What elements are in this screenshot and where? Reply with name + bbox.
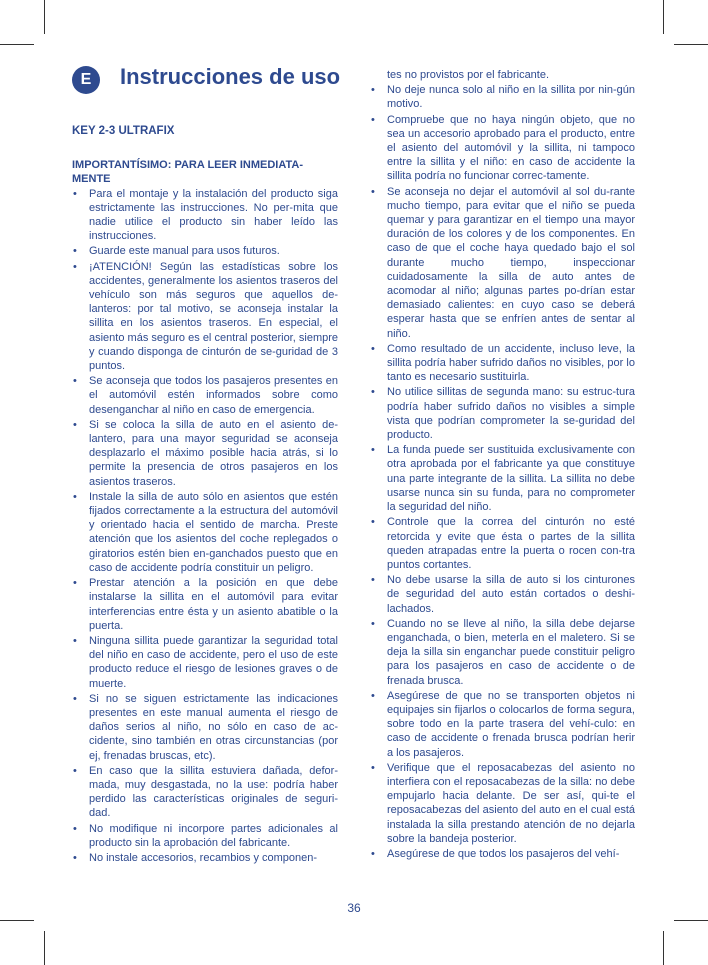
crop-mark — [0, 44, 34, 45]
section-heading: IMPORTANTÍSIMO: PARA LEER INMEDIATA-MENTE — [72, 159, 303, 186]
list-item: • Controle que la correa del cinturón no esté retorcida y evite que ésta o partes de la sillita queden atrapadas entre la puerta o rocen con-tra puntos cortantes. — [370, 515, 635, 572]
list-item: • Ninguna sillita puede garantizar la seguridad total del niño en caso de accidente, pero el uso de este producto reduce el riesgo de lesiones graves o de muerte. — [72, 634, 338, 691]
page-number: 36 — [347, 901, 361, 915]
list-item: • En caso que la sillita estuviera dañada, defor-mada, muy desgastada, no la use: podría haber perdido las características originales de seguri-dad. — [72, 764, 338, 821]
crop-mark — [663, 931, 664, 965]
list-item: • No instale accesorios, recambios y componen- — [72, 851, 338, 865]
list-item: • No deje nunca solo al niño en la sillita por nin-gún motivo. — [370, 83, 635, 111]
list-item: • Si no se siguen estrictamente las indicaciones presentes en este manual aumenta el riesgo de daños serios al niño, no sólo en caso de ac-cidente, sino también en otras circunstancias (por ej, frenadas bruscas, etc). — [72, 692, 338, 763]
crop-mark — [0, 920, 34, 921]
list-item: • Se aconseja no dejar el automóvil al sol du-rante mucho tiempo, para evitar que el niño se pueda quemar y para garantizar en el tiempo una mayor duración de los colores y de los componentes. En caso de que el coche haya quedado bajo el sol durante mucho tiempo, inspeccionar cuidadosamente la silla de auto antes de acomodar al niño; algunas partes po-drían estar demasiado calientes: en cuyo caso se deberá esperar hasta que se enfríen antes de sentar al niño. — [370, 185, 635, 341]
list-item: • Para el montaje y la instalación del producto siga estrictamente las instrucciones. No per-mita que nadie utilice el producto sin haber leído las instrucciones. — [72, 187, 338, 244]
list-item: • Prestar atención a la posición en que debe instalarse la sillita en el automóvil para evitar interferencias entre ésta y un asiento abatible o la puerta. — [72, 576, 338, 633]
crop-mark — [674, 920, 708, 921]
list-item: • Se aconseja que todos los pasajeros presentes en el automóvil estén informados sobre como desenganchar al niño en caso de emergencia. — [72, 374, 338, 417]
page-title: Instrucciones de uso — [120, 64, 341, 89]
list-item: • La funda puede ser sustituida exclusivamente con otra aprobada por el fabricante ya que constituye una parte integrante de la sillita. La sillita no debe usarse nunca sin su funda, para no comprometer la seguridad del niño. — [370, 443, 635, 514]
instruction-list-right — [370, 68, 635, 861]
list-item: • Cuando no se lleve al niño, la silla debe dejarse enganchada, o bien, meterla en el maletero. Si se deja la silla sin enganchar puede constituir peligro para los pasajeros en caso de accidente o de frenada brusca. — [370, 617, 635, 688]
left-column — [72, 124, 338, 866]
product-name: KEY 2-3 ULTRAFIX — [72, 125, 175, 137]
language-badge: E — [72, 66, 100, 94]
list-item: • No debe usarse la silla de auto si los cinturones de seguridad del auto están cortados o deshi-lachados. — [370, 573, 635, 616]
list-item: • Como resultado de un accidente, incluso leve, la sillita podría haber sufrido daños no visibles, por lo tanto es necesario sustituirla. — [370, 342, 635, 385]
list-item: • Asegúrese de que todos los pasajeros del vehí- — [370, 847, 635, 861]
crop-mark — [44, 0, 45, 34]
list-item: • Guarde este manual para usos futuros. — [72, 244, 338, 258]
list-item: • Si se coloca la silla de auto en el asiento de-lantero, para una mayor seguridad se aconseja desplazarlo el máximo posible hacia atrás, si lo permite la presencia de otros pasajeros en los asientos traseros. — [72, 418, 338, 489]
crop-mark — [663, 0, 664, 34]
list-item: • No utilice sillitas de segunda mano: su estruc-tura podría haber sufrido daños no visibles a simple vista que podrían comprometer la se-guridad del producto. — [370, 385, 635, 442]
crop-mark — [44, 931, 45, 965]
list-item: • Instale la silla de auto sólo en asientos que estén fijados correctamente a la estructura del automóvil y orientado hacia el sentido de marcha. Preste atención que los asientos del coche replegados o giratorios estén bien en-ganchados puesto que en caso de accidente podría constituir un peligro. — [72, 490, 338, 575]
list-item: • Compruebe que no haya ningún objeto, que no sea un accesorio aprobado para el producto, entre el asiento del automóvil y la sillita, ni tampoco entre la sillita y el niño: en caso de accidente la sillita podría no funcionar correc-tamente. — [370, 113, 635, 184]
list-item: • ¡ATENCIÓN! Según las estadísticas sobre los accidentes, generalmente los asientos traseros del vehículo son más seguros que aquellos de-lanteros: por tal motivo, se aconseja instalar la sillita en los asientos traseros. En especial, el asiento más seguro es el central posterior, siempre y cuando disponga de cinturón de se-guridad de 3 puntos. — [72, 260, 338, 374]
list-item: • Asegúrese de que no se transporten objetos ni equipajes sin fijarlos o colocarlos de forma segura, sobre todo en la parte trasera del vehí-culo: en caso de accidente o frenada brusca podrían herir a los pasajeros. — [370, 689, 635, 760]
list-item: • No modifique ni incorpore partes adicionales al producto sin la aprobación del fabricante. — [72, 822, 338, 850]
list-item-continuation: tes no provistos por el fabricante. — [387, 69, 550, 81]
instruction-list-left — [72, 187, 338, 866]
right-column — [370, 68, 635, 862]
list-item: • Verifique que el reposacabezas del asiento no interfiera con el reposacabezas de la silla: no debe empujarlo hacia delante. De ser así, qui-te el reposacabezas del asiento del auto en el cual está instalada la silla prestando atención de no dejarla sobre la bandeja posterior. — [370, 761, 635, 846]
crop-mark — [674, 44, 708, 45]
